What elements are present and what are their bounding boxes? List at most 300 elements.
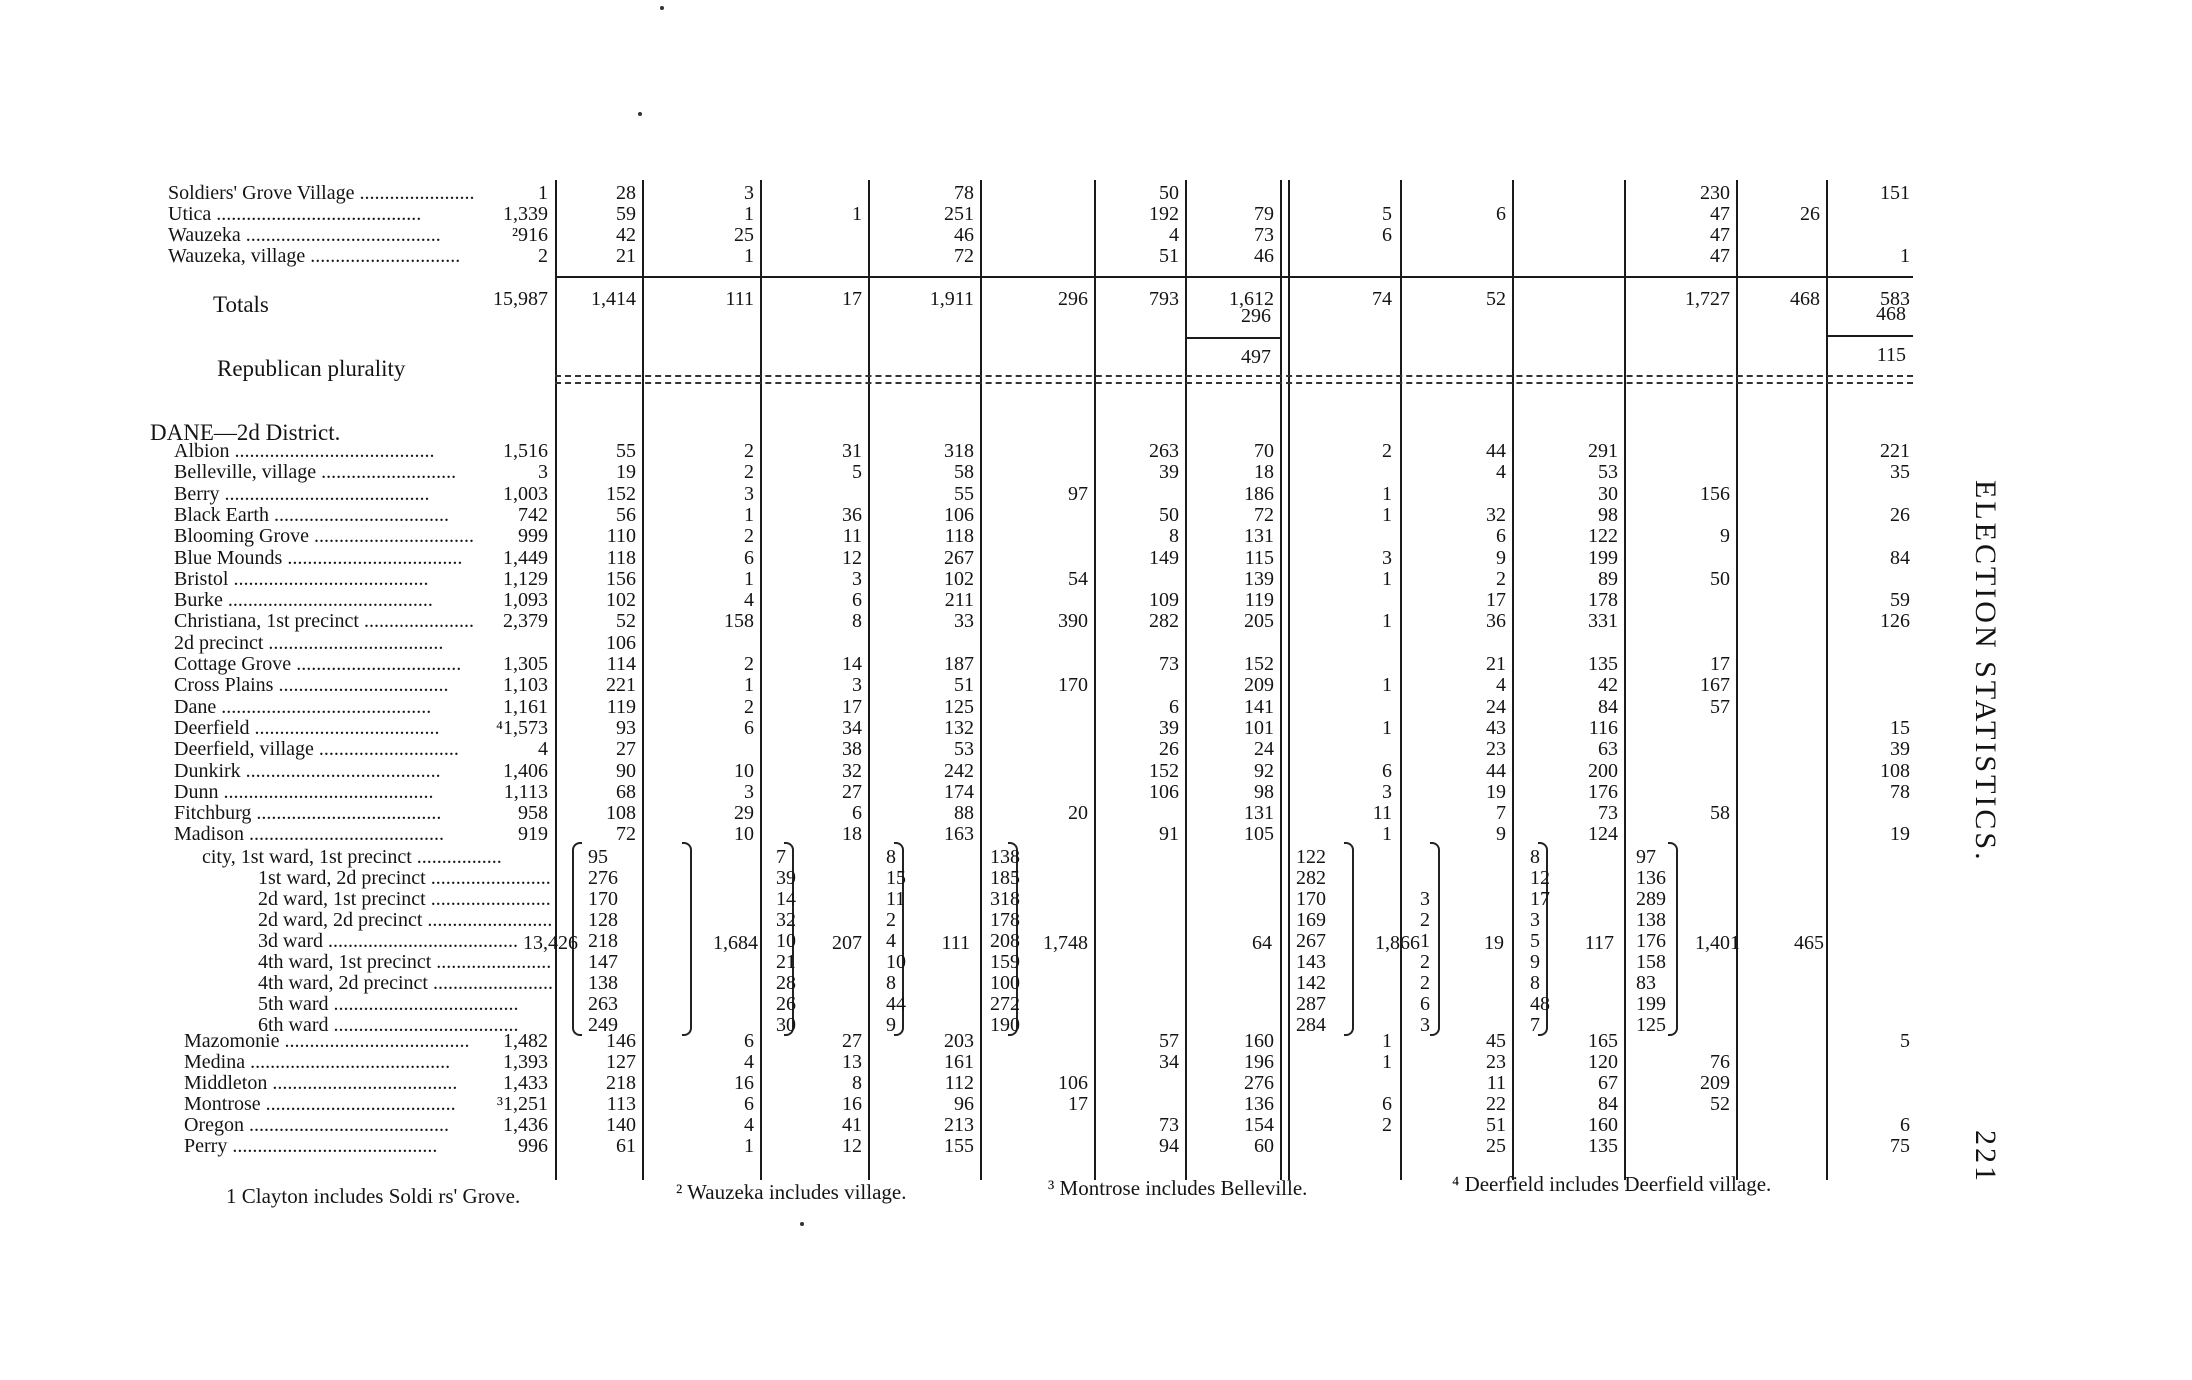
cell-value: 152 <box>1149 759 1179 782</box>
cell-value: 267 <box>944 546 974 569</box>
footnote-4: ⁴ Deerfield includes Deerfield village. <box>1452 1172 1772 1196</box>
footnote-3: ³ Montrose includes Belleville. <box>1048 1176 1308 1200</box>
totals-value: 17 <box>842 288 862 310</box>
totals-subtotal: 296 <box>1241 305 1271 327</box>
row-label: Albion ........................................ <box>174 440 435 462</box>
cell-value: 26 <box>1159 738 1179 761</box>
totals-rule <box>555 276 1913 278</box>
city-cell: 28 <box>776 972 796 994</box>
city-total-value: 64 <box>1252 932 1272 954</box>
cell-value: 73 <box>1598 802 1618 825</box>
cell-value: 27 <box>842 780 862 803</box>
cell-value: 112 <box>944 1072 974 1094</box>
row-label: Mazomonie ..................................... <box>184 1030 470 1052</box>
cell-value: 43 <box>1486 716 1506 739</box>
cell-value: 38 <box>842 738 862 761</box>
city-total-value: 117 <box>1584 932 1614 954</box>
city-cell: 125 <box>1636 1014 1666 1036</box>
totals-value: 111 <box>725 288 754 310</box>
cell-value: 2 <box>744 653 754 675</box>
running-head: ELECTION STATISTICS. <box>1969 480 2002 863</box>
cell-value: 1,482 <box>503 1030 548 1052</box>
city-total-value: 207 <box>832 932 862 954</box>
cell-value: 36 <box>1486 610 1506 633</box>
cell-value: 1 <box>744 674 754 697</box>
cell-value: 78 <box>1890 780 1910 803</box>
cell-value: 158 <box>724 610 754 633</box>
cell-value: 1,406 <box>503 759 548 782</box>
cell-value: 135 <box>1588 1135 1618 1157</box>
cell-value: 53 <box>1598 461 1618 484</box>
cell-value: 1 <box>1382 567 1392 590</box>
cell-value: 84 <box>1598 1093 1618 1115</box>
city-total-value: 465 <box>1794 932 1824 954</box>
cell-value: 29 <box>734 802 754 825</box>
cell-value: 199 <box>1588 546 1618 569</box>
cell-value: 52 <box>616 610 636 633</box>
cell-value: 291 <box>1588 440 1618 462</box>
cell-value: 174 <box>944 780 974 803</box>
cell-value: 2 <box>744 461 754 484</box>
cell-value: 3 <box>538 461 548 484</box>
city-row-label: 2d ward, 2d precinct ......................... <box>258 909 553 931</box>
cell-value: 163 <box>944 823 974 846</box>
cell-value: 53 <box>954 738 974 761</box>
republican-plurality-value: 115 <box>1876 344 1906 366</box>
cell-value: 1 <box>1382 823 1392 846</box>
cell-value: 118 <box>606 546 636 569</box>
cell-value: 96 <box>954 1093 974 1115</box>
cell-value: 17 <box>842 695 862 718</box>
cell-value: 156 <box>1700 482 1730 505</box>
cell-value: 34 <box>1159 1051 1179 1073</box>
cell-value: 39 <box>1159 716 1179 739</box>
row-label: Deerfield, village ............................ <box>174 738 459 761</box>
row-label: Black Earth ................................... <box>174 503 449 526</box>
cell-value: 45 <box>1486 1030 1506 1052</box>
cell-value: 25 <box>1486 1135 1506 1157</box>
cell-value: 200 <box>1588 759 1618 782</box>
cell-value: 55 <box>616 440 636 462</box>
cell-value: 27 <box>616 738 636 761</box>
cell-value: 1,393 <box>503 1051 548 1073</box>
cell-value: 1 <box>1382 674 1392 697</box>
column-rule <box>1624 180 1626 1180</box>
district-suffix: —2d District. <box>213 420 341 445</box>
row-label: Madison ....................................... <box>174 823 444 846</box>
cell-value: 116 <box>1588 716 1618 739</box>
cell-value: 4 <box>744 589 754 612</box>
scan-speck <box>800 1222 804 1226</box>
cell-value: 176 <box>1588 780 1618 803</box>
column-rule <box>980 180 982 1180</box>
cell-value: 30 <box>1598 482 1618 505</box>
cell-value: 209 <box>1244 674 1274 697</box>
city-row-label: 2d ward, 1st precinct ........................ <box>258 888 551 910</box>
city-cell: 3 <box>1420 1014 1430 1036</box>
cell-value: 6 <box>852 802 862 825</box>
cell-value: 170 <box>1058 674 1088 697</box>
city-cell: 287 <box>1296 993 1326 1015</box>
city-brace <box>1344 842 1354 1036</box>
cell-value: 19 <box>1486 780 1506 803</box>
cell-value: 1,003 <box>503 482 548 505</box>
cell-value: 221 <box>606 674 636 697</box>
city-cell: 9 <box>886 1014 896 1036</box>
cell-value: 113 <box>606 1093 636 1115</box>
cell-value: 3 <box>852 567 862 590</box>
city-cell: 128 <box>588 909 618 931</box>
cell-value: 115 <box>1244 546 1274 569</box>
cell-value: 97 <box>1068 482 1088 505</box>
city-cell: 12 <box>1530 867 1550 889</box>
city-cell: 282 <box>1296 867 1326 889</box>
cell-value: 187 <box>944 653 974 675</box>
cell-value: 919 <box>518 823 548 846</box>
city-cell: 11 <box>886 888 906 910</box>
row-label: Oregon ........................................ <box>184 1114 449 1136</box>
cell-value: 6 <box>1382 224 1392 246</box>
cell-value: 282 <box>1149 610 1179 633</box>
cell-value: 106 <box>1149 780 1179 803</box>
city-cell: 95 <box>588 846 608 868</box>
cell-value: 70 <box>1254 440 1274 462</box>
page-number: 221 <box>1969 1130 2002 1184</box>
cell-value: 152 <box>1244 653 1274 675</box>
cell-value: 1 <box>538 182 548 204</box>
cell-value: 41 <box>842 1114 862 1136</box>
city-cell: 3 <box>1530 909 1540 931</box>
cell-value: 89 <box>1598 567 1618 590</box>
cell-value: 73 <box>1159 1114 1179 1136</box>
cell-value: 1 <box>1382 610 1392 633</box>
row-label: Berry ......................................... <box>174 482 430 505</box>
city-cell: 199 <box>1636 993 1666 1015</box>
cell-value: 218 <box>606 1072 636 1094</box>
cell-value: 11 <box>1486 1072 1506 1094</box>
cell-value: 230 <box>1700 182 1730 204</box>
city-cell: 169 <box>1296 909 1326 931</box>
cell-value: 136 <box>1244 1093 1274 1115</box>
cell-value: 211 <box>944 589 974 612</box>
cell-value: 2,379 <box>503 610 548 633</box>
cell-value: 101 <box>1244 716 1274 739</box>
cell-value: 92 <box>1254 759 1274 782</box>
cell-value: 12 <box>842 1135 862 1157</box>
cell-value: 39 <box>1159 461 1179 484</box>
cell-value: 42 <box>1598 674 1618 697</box>
city-row-label: 1st ward, 2d precinct ........................ <box>258 867 551 889</box>
district-name: DANE <box>150 420 214 445</box>
city-cell: 8 <box>1530 972 1540 994</box>
cell-value: 140 <box>606 1114 636 1136</box>
cell-value: 167 <box>1700 674 1730 697</box>
city-cell: 2 <box>1420 909 1430 931</box>
city-cell: 159 <box>990 951 1020 973</box>
row-label: Blooming Grove ................................ <box>174 525 474 548</box>
city-total-value: 1,748 <box>1043 932 1088 954</box>
cell-value: 1 <box>1382 482 1392 505</box>
cell-value: 160 <box>1244 1030 1274 1052</box>
cell-value: 24 <box>1486 695 1506 718</box>
city-total-value: 1,401 <box>1695 932 1740 954</box>
cell-value: 93 <box>616 716 636 739</box>
cell-value: 57 <box>1159 1030 1179 1052</box>
cell-value: 110 <box>606 525 636 548</box>
cell-value: 50 <box>1159 182 1179 204</box>
cell-value: 1 <box>1382 503 1392 526</box>
city-cell: 9 <box>1530 951 1540 973</box>
city-row-label: 4th ward, 2d precinct ........................ <box>258 972 553 994</box>
cell-value: 6 <box>744 716 754 739</box>
cell-value: 28 <box>616 182 636 204</box>
city-brace <box>682 842 692 1036</box>
cell-value: 31 <box>842 440 862 462</box>
cell-value: 3 <box>852 674 862 697</box>
row-label: Wauzeka ....................................... <box>168 224 441 246</box>
cell-value: 75 <box>1890 1135 1910 1157</box>
row-label: Burke ......................................... <box>174 589 433 612</box>
cell-value: 21 <box>616 245 636 267</box>
cell-value: 32 <box>842 759 862 782</box>
city-cell: 8 <box>1530 846 1540 868</box>
cell-value: 2 <box>1382 440 1392 462</box>
city-cell: 249 <box>588 1014 618 1036</box>
cell-value: 4 <box>1169 224 1179 246</box>
city-cell: 170 <box>1296 888 1326 910</box>
cell-value: 51 <box>954 674 974 697</box>
city-cell: 176 <box>1636 930 1666 952</box>
cell-value: 16 <box>842 1093 862 1115</box>
cell-value: 141 <box>1244 695 1274 718</box>
city-cell: 190 <box>990 1014 1020 1036</box>
cell-value: 999 <box>518 525 548 548</box>
city-row-label: 4th ward, 1st precinct ....................... <box>258 951 552 973</box>
cell-value: 102 <box>944 567 974 590</box>
cell-value: 125 <box>944 695 974 718</box>
cell-value: 98 <box>1598 503 1618 526</box>
city-cell: 32 <box>776 909 796 931</box>
cell-value: 135 <box>1588 653 1618 675</box>
city-cell: 158 <box>1636 951 1666 973</box>
row-label: Middleton ..................................... <box>184 1072 458 1094</box>
row-label: Soldiers' Grove Village ....................... <box>168 182 475 204</box>
column-rule <box>1094 180 1096 1180</box>
cell-value: 63 <box>1598 738 1618 761</box>
cell-value: 251 <box>944 203 974 225</box>
cell-value: 1 <box>744 1135 754 1157</box>
cell-value: 51 <box>1486 1114 1506 1136</box>
cell-value: 19 <box>1890 823 1910 846</box>
city-cell: 2 <box>886 909 896 931</box>
cell-value: 47 <box>1710 203 1730 225</box>
cell-value: 996 <box>518 1135 548 1157</box>
city-total-value: 19 <box>1484 932 1504 954</box>
cell-value: 24 <box>1254 738 1274 761</box>
row-label: Perry ......................................... <box>184 1135 438 1157</box>
cell-value: 152 <box>606 482 636 505</box>
cell-value: 47 <box>1710 224 1730 246</box>
row-label: Deerfield ..................................... <box>174 716 440 739</box>
cell-value: 26 <box>1890 503 1910 526</box>
row-label: Dunkirk ....................................... <box>174 759 441 782</box>
subtotal-rule <box>1826 335 1913 337</box>
city-cell: 4 <box>886 930 896 952</box>
cell-value: 1 <box>1382 716 1392 739</box>
cell-value: 1,305 <box>503 653 548 675</box>
totals-label: Totals <box>213 292 269 317</box>
cell-value: 131 <box>1244 525 1274 548</box>
cell-value: 109 <box>1149 589 1179 612</box>
cell-value: 79 <box>1254 203 1274 225</box>
cell-value: 72 <box>954 245 974 267</box>
cell-value: 23 <box>1486 1051 1506 1073</box>
column-rule <box>1280 180 1282 1180</box>
cell-value: 3 <box>744 182 754 204</box>
cell-value: 3 <box>1382 780 1392 803</box>
city-cell: 10 <box>776 930 796 952</box>
cell-value: 1 <box>744 503 754 526</box>
city-cell: 138 <box>588 972 618 994</box>
double-rule <box>555 375 1913 377</box>
cell-value: 122 <box>1588 525 1618 548</box>
totals-value: 1,612 <box>1229 288 1274 310</box>
cell-value: 17 <box>1068 1093 1088 1115</box>
city-cell: 289 <box>1636 888 1666 910</box>
cell-value: 84 <box>1598 695 1618 718</box>
cell-value: 1,093 <box>503 589 548 612</box>
cell-value: 25 <box>734 224 754 246</box>
city-cell: 143 <box>1296 951 1326 973</box>
cell-value: 742 <box>518 503 548 526</box>
cell-value: 9 <box>1720 525 1730 548</box>
cell-value: 192 <box>1149 203 1179 225</box>
city-cell: 17 <box>1530 888 1550 910</box>
cell-value: 46 <box>954 224 974 246</box>
cell-value: 1,113 <box>503 780 548 803</box>
cell-value: 1 <box>1382 1051 1392 1073</box>
city-cell: 208 <box>990 930 1020 952</box>
city-cell: 44 <box>886 993 906 1015</box>
cell-value: 91 <box>1159 823 1179 846</box>
cell-value: 2 <box>1496 567 1506 590</box>
cell-value: 10 <box>734 759 754 782</box>
cell-value: 161 <box>944 1051 974 1073</box>
row-label: Medina ........................................ <box>184 1051 451 1073</box>
cell-value: 186 <box>1244 482 1274 505</box>
cell-value: 196 <box>1244 1051 1274 1073</box>
cell-value: 1,161 <box>503 695 548 718</box>
cell-value: 151 <box>1880 182 1910 204</box>
row-label: Blue Mounds ................................... <box>174 546 463 569</box>
cell-value: 1,103 <box>503 674 548 697</box>
cell-value: 73 <box>1159 653 1179 675</box>
cell-value: 154 <box>1244 1114 1274 1136</box>
row-label: Montrose ...................................... <box>184 1093 456 1115</box>
cell-value: 127 <box>606 1051 636 1073</box>
column-rule <box>1512 180 1514 1180</box>
row-label: Fitchburg ..................................... <box>174 802 442 825</box>
cell-value: 106 <box>1058 1072 1088 1094</box>
cell-value: 155 <box>944 1135 974 1157</box>
cell-value: 18 <box>842 823 862 846</box>
city-cell: 3 <box>1420 888 1430 910</box>
cell-value: 203 <box>944 1030 974 1052</box>
city-cell: 170 <box>588 888 618 910</box>
column-rule <box>1826 180 1828 1180</box>
cell-value: 51 <box>1159 245 1179 267</box>
city-cell: 30 <box>776 1014 796 1036</box>
cell-value: 52 <box>1710 1093 1730 1115</box>
cell-value: 76 <box>1710 1051 1730 1073</box>
cell-value: 8 <box>1169 525 1179 548</box>
footnote-1: 1 Clayton includes Soldi rs' Grove. <box>226 1184 521 1208</box>
cell-value: 105 <box>1244 823 1274 846</box>
city-cell: 284 <box>1296 1014 1326 1036</box>
cell-value: 205 <box>1244 610 1274 633</box>
cell-value: 72 <box>1254 503 1274 526</box>
cell-value: 54 <box>1068 567 1088 590</box>
cell-value: 3 <box>744 482 754 505</box>
cell-value: 72 <box>616 823 636 846</box>
cell-value: 213 <box>944 1114 974 1136</box>
city-cell: 276 <box>588 867 618 889</box>
cell-value: 1 <box>852 203 862 225</box>
totals-value: 74 <box>1372 288 1392 310</box>
cell-value: 56 <box>616 503 636 526</box>
cell-value: 26 <box>1800 203 1820 225</box>
city-cell: 15 <box>886 867 906 889</box>
republican-plurality-value: 497 <box>1241 346 1271 368</box>
cell-value: 6 <box>1382 759 1392 782</box>
cell-value: 124 <box>1588 823 1618 846</box>
cell-value: 146 <box>606 1030 636 1052</box>
cell-value: 263 <box>1149 440 1179 462</box>
city-total-value: 13,426 <box>523 932 578 954</box>
cell-value: 11 <box>1372 802 1392 825</box>
cell-value: 106 <box>944 503 974 526</box>
cell-value: 13 <box>842 1051 862 1073</box>
city-cell: 7 <box>1530 1014 1540 1036</box>
cell-value: 114 <box>606 653 636 675</box>
cell-value: 58 <box>1710 802 1730 825</box>
city-cell: 5 <box>1530 930 1540 952</box>
city-cell: 136 <box>1636 867 1666 889</box>
city-cell: 8 <box>886 972 896 994</box>
cell-value: 90 <box>616 759 636 782</box>
row-label: Dunn .......................................... <box>174 780 434 803</box>
cell-value: 17 <box>1710 653 1730 675</box>
cell-value: 34 <box>842 716 862 739</box>
city-cell: 10 <box>886 951 906 973</box>
cell-value: 7 <box>1496 802 1506 825</box>
column-rule <box>1288 180 1290 1180</box>
row-label: Utica ......................................... <box>168 203 422 225</box>
cell-value: 4 <box>538 738 548 761</box>
cell-value: 17 <box>1486 589 1506 612</box>
row-label: Dane .......................................... <box>174 695 432 718</box>
cell-value: 6 <box>744 1030 754 1052</box>
cell-value: 16 <box>734 1072 754 1094</box>
city-cell: 318 <box>990 888 1020 910</box>
cell-value: 27 <box>842 1030 862 1052</box>
footnote-2: ² Wauzeka includes village. <box>676 1180 907 1204</box>
city-cell: 263 <box>588 993 618 1015</box>
cell-value: 131 <box>1244 802 1274 825</box>
cell-value: 6 <box>1496 525 1506 548</box>
cell-value: 4 <box>744 1114 754 1136</box>
cell-value: 2 <box>538 245 548 267</box>
